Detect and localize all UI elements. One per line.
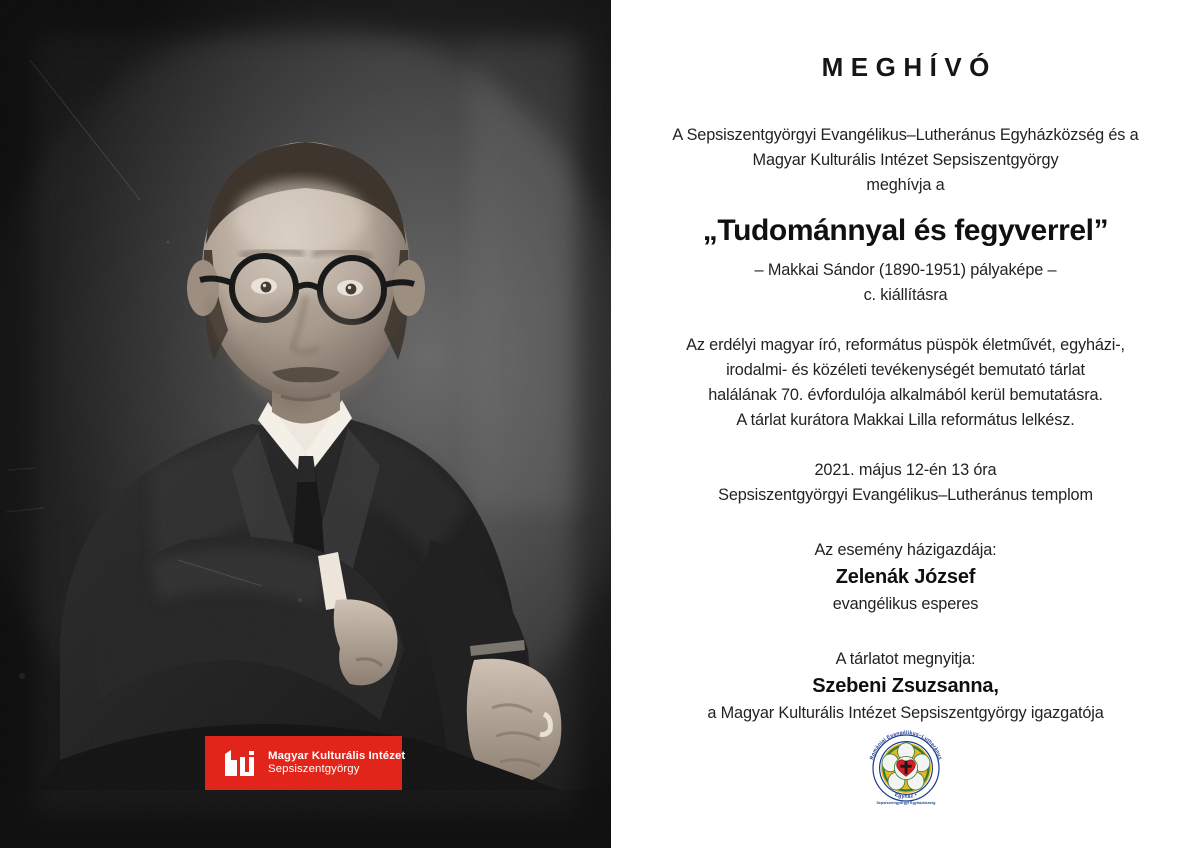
emblem-ring-text: Romániai Evangélikus–Lutheránus [868,729,943,761]
event-venue: Sepsiszentgyörgyi Evangélikus–Lutheránus templom [718,486,1093,504]
exhibition-subtitle: – Makkai Sándor (1890-1951) pályaképe – [754,261,1057,279]
opener-role-label: A tárlatot megnyitja: [835,650,976,668]
invites-line: meghívja a [866,176,945,194]
opener-block [666,647,1146,726]
opener-name: Szebeni Zsuzsanna, [812,675,999,697]
hu-monogram-icon [223,748,257,778]
mki-logo-line2: Sepsiszentgyörgy [268,763,360,775]
mki-logo-line1: Magyar Kulturális Intézet [268,750,406,763]
svg-text:Egyház • [893,792,917,800]
exhibition-title-suffix: c. kiállításra [863,286,948,304]
host-block [666,538,1146,617]
invitation-text-panel [611,0,1200,848]
host-name: Zelenák József [835,566,976,588]
organizers-block [666,123,1146,198]
description-line-4: A tárlat kurátora Makkai Lilla református lelkész. [736,411,1075,429]
description-line-3: halálának 70. évfordulója alkalmából kerül bemutatásra. [708,386,1103,404]
page-title: MEGHÍVÓ [821,52,997,82]
exhibition-title: „Tudománnyal és fegyverrel” [702,214,1109,247]
host-role-label: Az esemény házigazdája: [814,541,997,559]
datetime-venue-block [666,458,1146,508]
organizer-line-2: Magyar Kulturális Intézet Sepsiszentgyörgy [752,151,1059,169]
description-line-1: Az erdélyi magyar író, református püspök életművét, egyházi-, [686,336,1125,354]
mki-logo-text [268,750,405,776]
organizer-line-1: A Sepsiszentgyörgyi Evangélikus–Lutheránus Egyházközség és a [672,126,1139,144]
event-datetime: 2021. május 12-én 13 óra [814,461,997,479]
church-emblem [863,727,949,807]
opener-title: a Magyar Kulturális Intézet Sepsiszentgyörgy igazgatója [707,704,1104,722]
mki-logo [205,736,406,790]
luther-rose-icon [863,727,949,807]
emblem-ring-text-bottom: Egyház • [893,791,918,801]
subtitle-block [666,258,1146,308]
description-line-2: irodalmi- és közéleti tevékenységét bemutató tárlat [726,361,1085,379]
description-block [666,333,1146,433]
emblem-sub-text: Sepsiszentgyörgyi Egyházközség [875,801,936,805]
host-title: evangélikus esperes [832,595,979,613]
